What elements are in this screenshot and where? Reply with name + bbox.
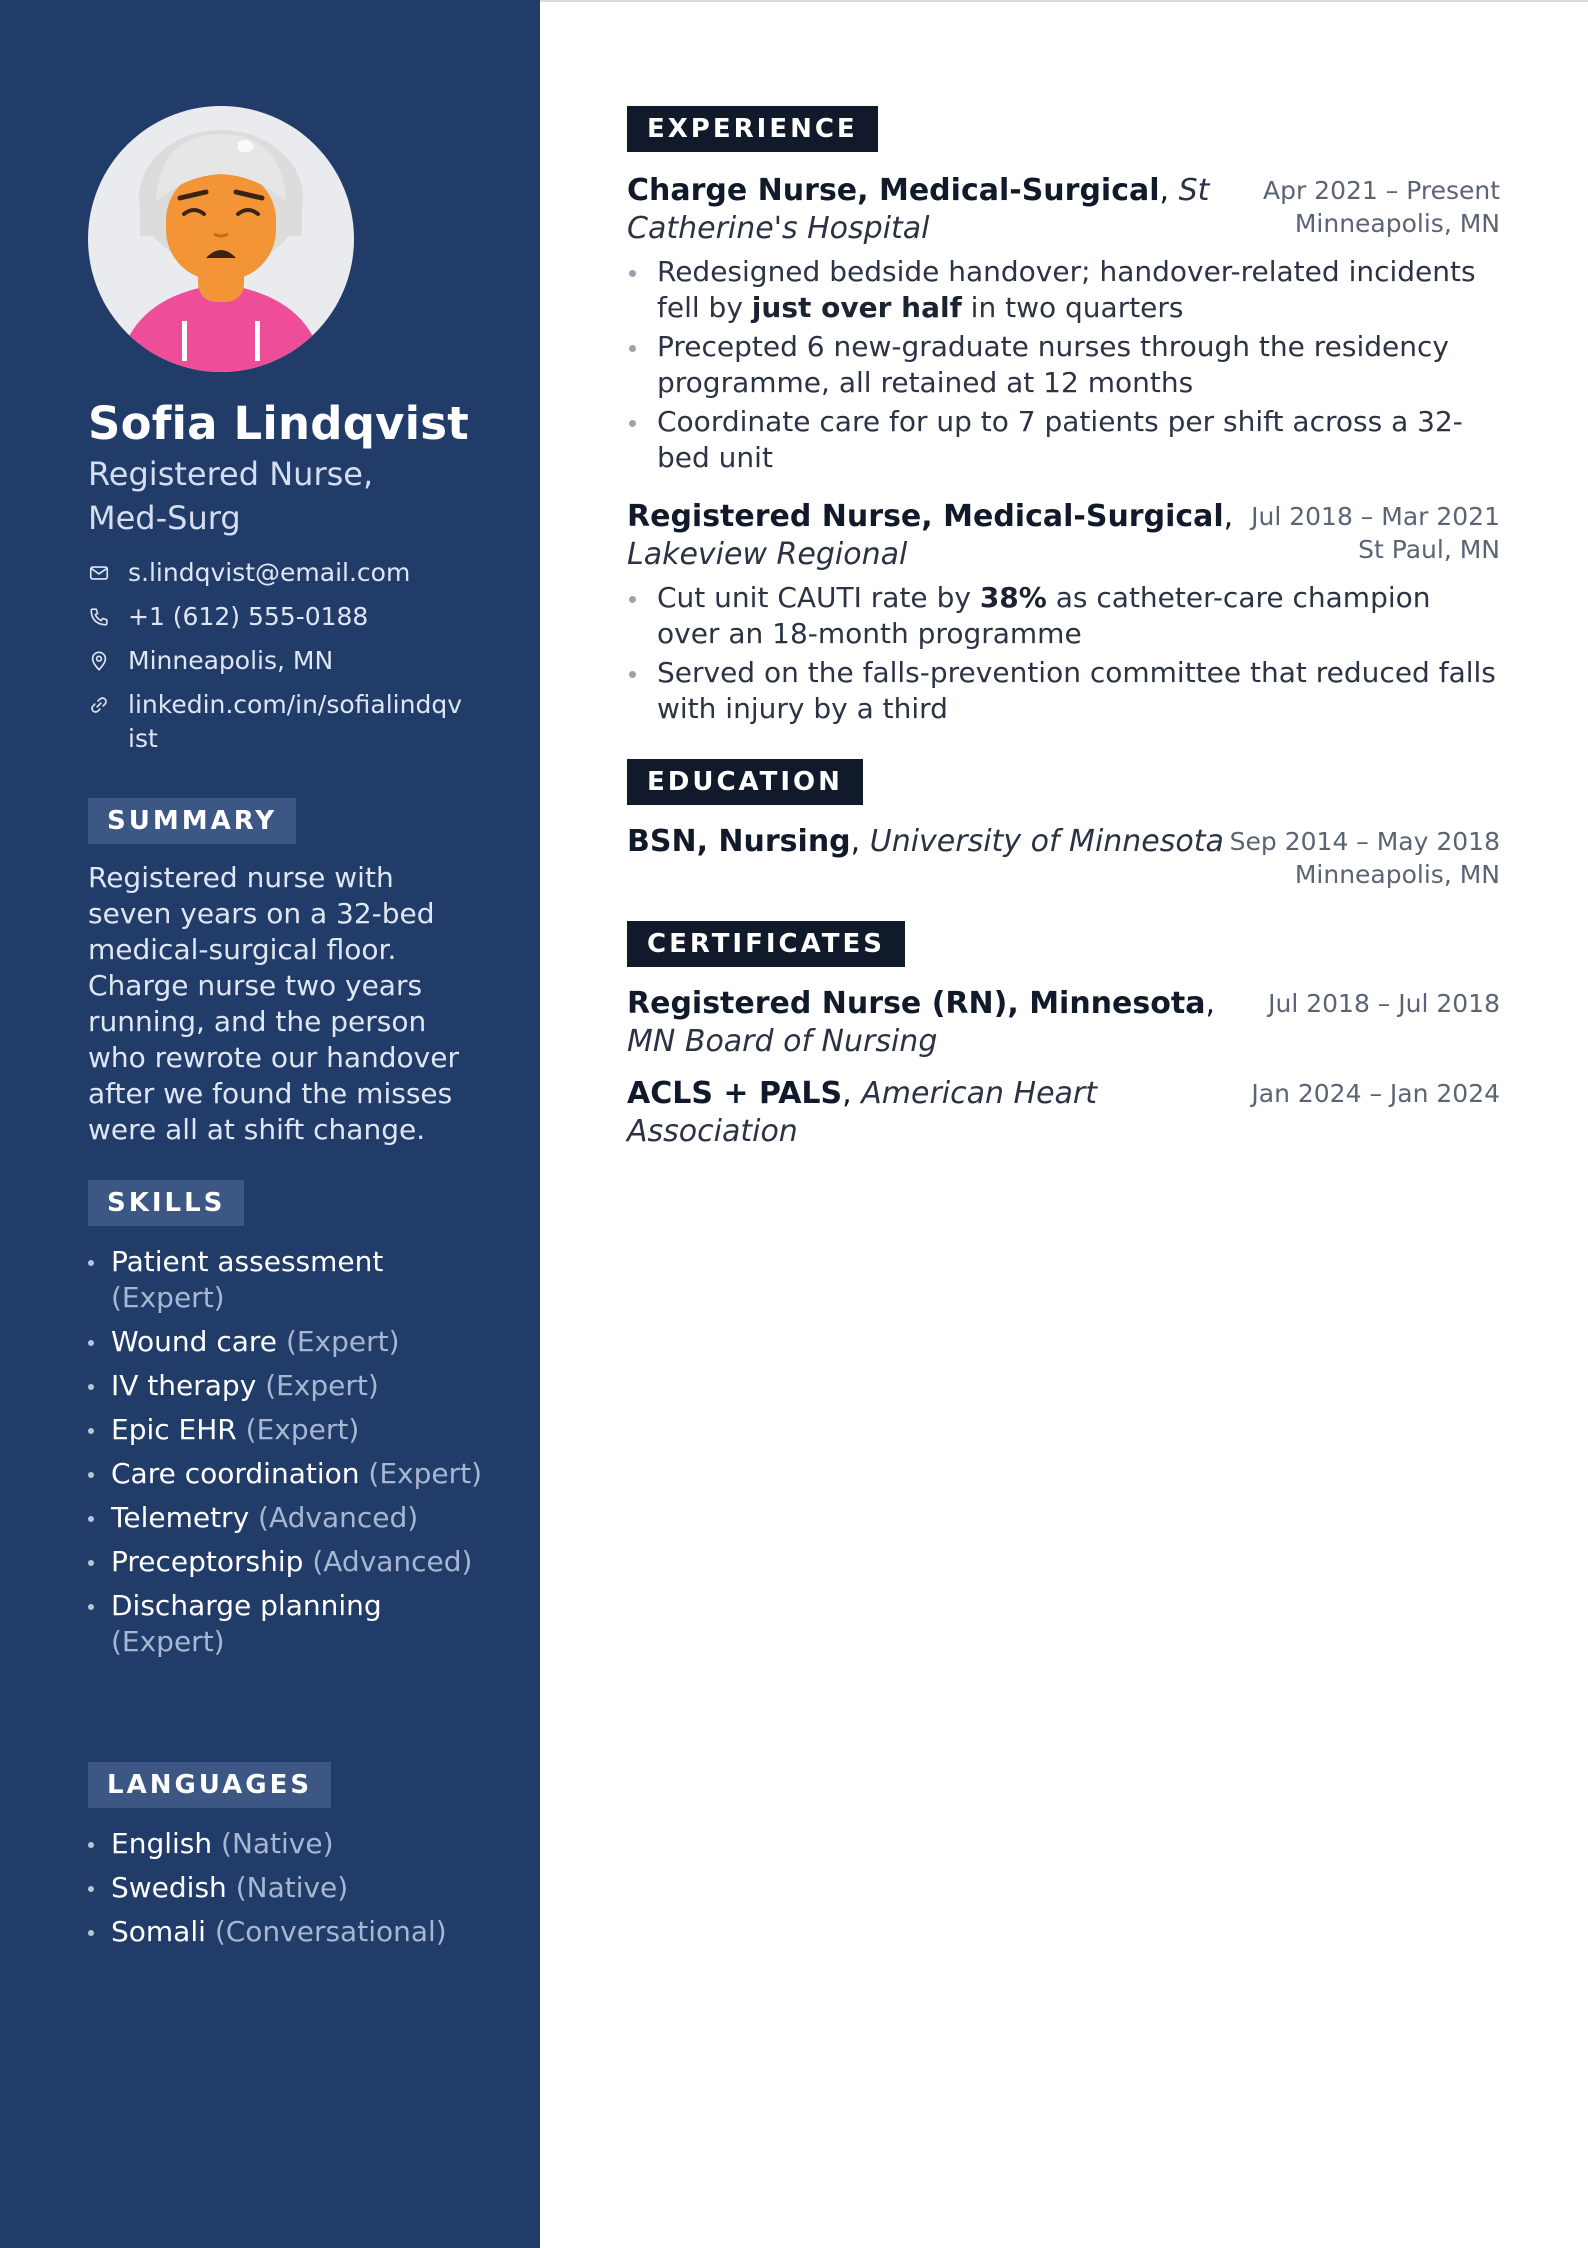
phone-link[interactable]: +1 (612) 555-0188 <box>128 602 369 631</box>
location-pin-icon <box>88 644 128 678</box>
job-org: Lakeview Regional <box>627 537 908 572</box>
sidebar <box>0 0 540 2248</box>
profile-name: Sofia Lindqvist <box>88 397 469 450</box>
contact-email <box>88 556 468 590</box>
contact-phone <box>88 600 468 634</box>
education-location: Minneapolis, MN <box>1294 860 1500 889</box>
certificate-issuer: MN Board of Nursing <box>627 1024 938 1059</box>
certificate-name: Registered Nurse (RN), Minnesota <box>627 986 1206 1021</box>
profile-title: Registered Nurse, Med-Surg <box>88 455 374 537</box>
school: University of Minnesota <box>869 824 1224 859</box>
phone-icon <box>88 600 128 634</box>
education-section <box>627 759 1500 891</box>
certificate-entry <box>627 985 1500 1061</box>
certificate-name: ACLS + PALS <box>627 1076 843 1111</box>
language-item: Swedish (Native) <box>88 1870 488 1906</box>
education-title-line: BSN, Nursing, University of Minnesota <box>627 824 1224 859</box>
languages-heading: LANGUAGES <box>88 1762 331 1808</box>
education-entry <box>627 823 1500 891</box>
language-item: Somali (Conversational) <box>88 1914 488 1950</box>
certificate-dates: Jul 2018 – Jul 2018 <box>1268 989 1500 1018</box>
skill-item: IV therapy (Expert) <box>88 1368 488 1404</box>
education-heading: EDUCATION <box>627 759 863 805</box>
certificate-title-line: ACLS + PALS, American Heart Association <box>627 1076 1098 1149</box>
job-location: St Paul, MN <box>1358 535 1500 564</box>
contact-location <box>88 644 468 678</box>
job-role: Registered Nurse, Medical-Surgical <box>627 499 1224 534</box>
email-link[interactable]: s.lindqvist@email.com <box>128 558 411 587</box>
location-text: Minneapolis, MN <box>128 646 334 675</box>
mail-icon <box>88 556 128 590</box>
linkedin-link[interactable]: linkedin.com/in/sofialindqvist <box>128 690 462 753</box>
education-meta <box>1230 823 1500 891</box>
skill-item: Patient assessment (Expert) <box>88 1244 488 1316</box>
job-title-line: Registered Nurse, Medical-Surgical, Lakeview Regional <box>627 499 1234 572</box>
contact-linkedin <box>88 688 468 756</box>
summary-section <box>88 798 488 1148</box>
link-icon <box>88 688 128 722</box>
skills-list <box>88 1244 488 1660</box>
job-location: Minneapolis, MN <box>1294 209 1500 238</box>
contact-list <box>88 556 468 766</box>
certificate-issuer: American Heart Association <box>627 1076 1098 1149</box>
summary-text: Registered nurse with seven years on a 32-bed medical-surgical floor. Charge nurse two years running, and the person who rewrote our handover after we found the misses were all at shift change. <box>88 861 459 1146</box>
languages-section <box>88 1762 488 1958</box>
skills-heading: SKILLS <box>88 1180 244 1226</box>
bullet-item: Precepted 6 new-graduate nurses through the residency programme, all retained at 12 months <box>627 329 1500 401</box>
degree: BSN, Nursing <box>627 824 851 859</box>
job-title-line: Charge Nurse, Medical-Surgical, St Catherine's Hospital <box>627 173 1210 246</box>
skill-item: Care coordination (Expert) <box>88 1456 488 1492</box>
education-dates: Sep 2014 – May 2018 <box>1229 827 1500 856</box>
skill-item: Preceptorship (Advanced) <box>88 1544 488 1580</box>
job-entry <box>627 498 1500 727</box>
job-bullets <box>627 254 1500 476</box>
job-role: Charge Nurse, Medical-Surgical <box>627 173 1160 208</box>
certificate-dates: Jan 2024 – Jan 2024 <box>1251 1079 1500 1108</box>
certificate-entry <box>627 1075 1500 1151</box>
languages-list <box>88 1826 488 1950</box>
skill-item: Telemetry (Advanced) <box>88 1500 488 1536</box>
bullet-item: Redesigned bedside handover; handover-related incidents fell by just over half in two quarters <box>627 254 1500 326</box>
language-item: English (Native) <box>88 1826 488 1862</box>
avatar-illustration <box>88 106 354 372</box>
job-org: St Catherine's Hospital <box>627 173 1210 246</box>
job-dates: Apr 2021 – Present <box>1262 176 1500 205</box>
bullet-item: Served on the falls-prevention committee that reduced falls with injury by a third <box>627 655 1500 727</box>
bullet-item: Coordinate care for up to 7 patients per shift across a 32-bed unit <box>627 404 1500 476</box>
avatar <box>88 106 354 372</box>
skill-item: Wound care (Expert) <box>88 1324 488 1360</box>
summary-heading: SUMMARY <box>88 798 296 844</box>
experience-section <box>627 106 1500 727</box>
job-meta <box>1263 172 1500 248</box>
skills-section <box>88 1180 488 1668</box>
skill-item: Epic EHR (Expert) <box>88 1412 488 1448</box>
skill-item: Discharge planning (Expert) <box>88 1588 488 1660</box>
top-divider <box>540 0 1588 2</box>
main-content <box>627 106 1500 1151</box>
experience-heading: EXPERIENCE <box>627 106 878 152</box>
certificates-section <box>627 921 1500 1151</box>
certificate-title-line: Registered Nurse (RN), Minnesota, MN Board of Nursing <box>627 986 1215 1059</box>
job-dates: Jul 2018 – Mar 2021 <box>1251 502 1500 531</box>
job-meta <box>1251 498 1500 574</box>
certificates-heading: CERTIFICATES <box>627 921 905 967</box>
job-bullets <box>627 580 1500 727</box>
bullet-item: Cut unit CAUTI rate by 38% as catheter-care champion over an 18-month programme <box>627 580 1500 652</box>
job-entry <box>627 172 1500 476</box>
